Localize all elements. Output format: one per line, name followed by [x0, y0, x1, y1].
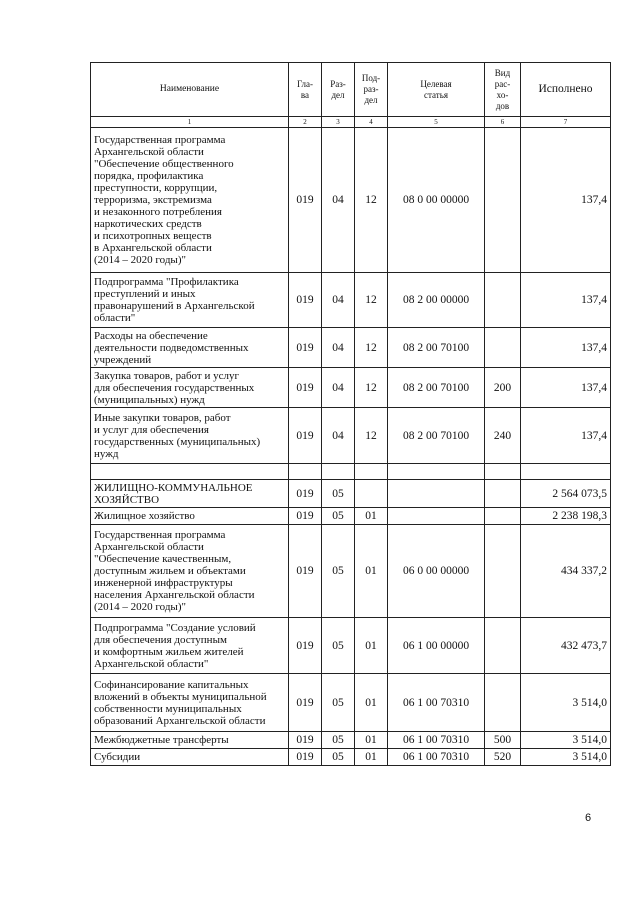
- row-section: 05: [322, 749, 355, 766]
- table-row: [91, 128, 611, 273]
- row-subsection: 01: [355, 508, 388, 525]
- row-chapter: 019: [289, 508, 322, 525]
- header-name: Наименование: [91, 63, 289, 117]
- row-name: Закупка товаров, работ и услуг для обеспечения государственных (муниципальных) нужд: [91, 368, 289, 408]
- row-executed: 432 473,7: [521, 618, 611, 674]
- header-chapter: Гла- ва: [289, 63, 322, 117]
- row-expense-type: [485, 525, 521, 618]
- row-target-article: [388, 480, 485, 508]
- row-chapter: 019: [289, 328, 322, 368]
- row-name: Жилищное хозяйство: [91, 508, 289, 525]
- row-chapter: 019: [289, 128, 322, 273]
- row-expense-type: 500: [485, 732, 521, 749]
- row-target-article: 08 2 00 70100: [388, 328, 485, 368]
- row-subsection: 12: [355, 408, 388, 464]
- row-executed: 434 337,2: [521, 525, 611, 618]
- row-name: Субсидии: [91, 749, 289, 766]
- column-number: 1: [91, 117, 289, 128]
- row-expense-type: 200: [485, 368, 521, 408]
- row-section: 04: [322, 273, 355, 328]
- row-target-article: 08 0 00 00000: [388, 128, 485, 273]
- row-chapter: 019: [289, 408, 322, 464]
- row-section: 05: [322, 508, 355, 525]
- column-number: 3: [322, 117, 355, 128]
- row-expense-type: [485, 464, 521, 480]
- row-subsection: 01: [355, 732, 388, 749]
- row-expense-type: [485, 480, 521, 508]
- row-subsection: 01: [355, 674, 388, 732]
- row-name: Межбюджетные трансферты: [91, 732, 289, 749]
- header-executed: Исполнено: [521, 63, 611, 117]
- row-executed: 137,4: [521, 368, 611, 408]
- column-number: 7: [521, 117, 611, 128]
- row-chapter: 019: [289, 525, 322, 618]
- row-executed: 2 238 198,3: [521, 508, 611, 525]
- column-number-row: [91, 117, 611, 128]
- column-number: 2: [289, 117, 322, 128]
- table-row: [91, 328, 611, 368]
- row-name: Государственная программа Архангельской области "Обеспечение общественного порядка, профилактика преступности, коррупции, терроризма, экстремизма и незаконного потребления наркотических средств и психотропных веществ в Архангельской области (2014 – 2020 годы)": [91, 128, 289, 273]
- row-target-article: 06 1 00 70310: [388, 732, 485, 749]
- budget-execution-table: [90, 62, 611, 766]
- row-name: Государственная программа Архангельской области "Обеспечение качественным, доступным жильем и объектами инженерной инфраструктуры населения Архангельской области (2014 – 2020 годы)": [91, 525, 289, 618]
- row-chapter: 019: [289, 480, 322, 508]
- row-expense-type: 240: [485, 408, 521, 464]
- row-section: 05: [322, 480, 355, 508]
- column-number: 6: [485, 117, 521, 128]
- table-row: [91, 618, 611, 674]
- table-row-empty: [91, 464, 611, 480]
- row-target-article: 08 2 00 70100: [388, 368, 485, 408]
- row-subsection: 12: [355, 328, 388, 368]
- row-name: ЖИЛИЩНО-КОММУНАЛЬНОЕ ХОЗЯЙСТВО: [91, 480, 289, 508]
- row-target-article: 06 1 00 70310: [388, 674, 485, 732]
- row-target-article: 08 2 00 70100: [388, 408, 485, 464]
- row-section: [322, 464, 355, 480]
- row-expense-type: [485, 618, 521, 674]
- row-executed: 137,4: [521, 328, 611, 368]
- row-subsection: [355, 464, 388, 480]
- table-row: [91, 508, 611, 525]
- row-target-article: 06 0 00 00000: [388, 525, 485, 618]
- header-row: [91, 63, 611, 117]
- row-name: Подпрограмма "Профилактика преступлений и иных правонарушений в Архангельской области": [91, 273, 289, 328]
- row-chapter: 019: [289, 732, 322, 749]
- row-target-article: [388, 508, 485, 525]
- row-section: 04: [322, 328, 355, 368]
- row-section: 04: [322, 368, 355, 408]
- row-subsection: [355, 480, 388, 508]
- table-row: [91, 368, 611, 408]
- row-executed: 2 564 073,5: [521, 480, 611, 508]
- row-executed: 3 514,0: [521, 674, 611, 732]
- row-name: Иные закупки товаров, работ и услуг для обеспечения государственных (муниципальных) нужд: [91, 408, 289, 464]
- table-row: [91, 732, 611, 749]
- row-target-article: 06 1 00 00000: [388, 618, 485, 674]
- row-target-article: 06 1 00 70310: [388, 749, 485, 766]
- row-subsection: 12: [355, 273, 388, 328]
- row-expense-type: 520: [485, 749, 521, 766]
- row-executed: 3 514,0: [521, 749, 611, 766]
- table-row: [91, 408, 611, 464]
- row-section: 05: [322, 732, 355, 749]
- row-subsection: 01: [355, 618, 388, 674]
- row-name: Подпрограмма "Создание условий для обеспечения доступным и комфортным жильем жителей Архангельской области": [91, 618, 289, 674]
- row-subsection: 12: [355, 128, 388, 273]
- header-target-article: Целевая статья: [388, 63, 485, 117]
- header-expense-type: Вид рас- хо- дов: [485, 63, 521, 117]
- row-name: [91, 464, 289, 480]
- row-subsection: 01: [355, 749, 388, 766]
- row-chapter: [289, 464, 322, 480]
- row-subsection: 12: [355, 368, 388, 408]
- row-chapter: 019: [289, 273, 322, 328]
- row-executed: 137,4: [521, 273, 611, 328]
- row-chapter: 019: [289, 618, 322, 674]
- row-expense-type: [485, 273, 521, 328]
- table-row: [91, 273, 611, 328]
- row-chapter: 019: [289, 368, 322, 408]
- row-name: Расходы на обеспечение деятельности подведомственных учреждений: [91, 328, 289, 368]
- row-executed: 3 514,0: [521, 732, 611, 749]
- table-row: [91, 749, 611, 766]
- row-expense-type: [485, 674, 521, 732]
- row-section: 05: [322, 525, 355, 618]
- row-expense-type: [485, 508, 521, 525]
- row-section: 04: [322, 408, 355, 464]
- row-target-article: [388, 464, 485, 480]
- row-section: 05: [322, 674, 355, 732]
- row-chapter: 019: [289, 674, 322, 732]
- row-section: 05: [322, 618, 355, 674]
- row-expense-type: [485, 328, 521, 368]
- table-row: [91, 525, 611, 618]
- row-target-article: 08 2 00 00000: [388, 273, 485, 328]
- header-section: Раз- дел: [322, 63, 355, 117]
- column-number: 4: [355, 117, 388, 128]
- header-subsection: Под- раз- дел: [355, 63, 388, 117]
- column-number: 5: [388, 117, 485, 128]
- row-name: Софинансирование капитальных вложений в объекты муниципальной собственности муниципальных образований Архангельской области: [91, 674, 289, 732]
- row-executed: 137,4: [521, 128, 611, 273]
- page-number: 6: [585, 812, 592, 824]
- table-row: [91, 480, 611, 508]
- row-section: 04: [322, 128, 355, 273]
- row-subsection: 01: [355, 525, 388, 618]
- row-expense-type: [485, 128, 521, 273]
- table-row: [91, 674, 611, 732]
- row-chapter: 019: [289, 749, 322, 766]
- row-executed: [521, 464, 611, 480]
- row-executed: 137,4: [521, 408, 611, 464]
